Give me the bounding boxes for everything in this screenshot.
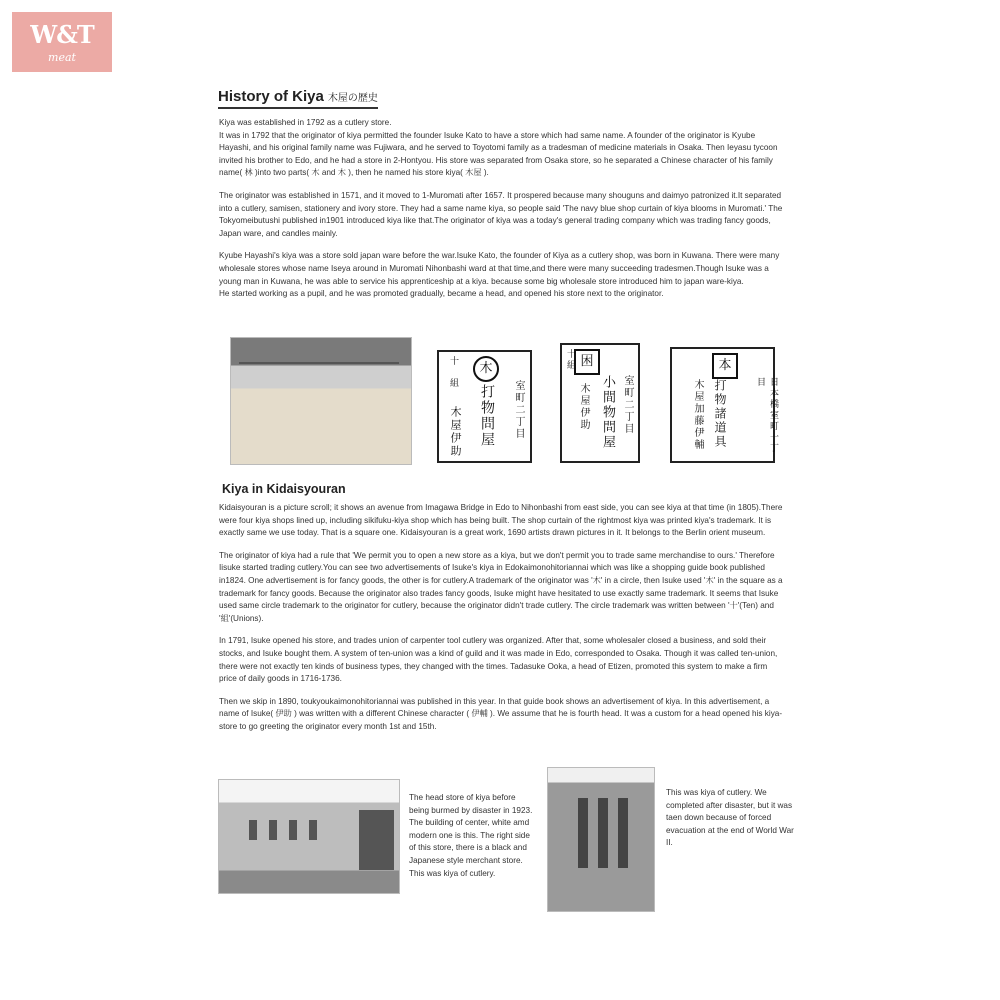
logo-sub-text: meat [48,51,76,64]
kidaisyouran-section [219,502,784,734]
ad-title-column: 打物問屋 [479,384,495,448]
history-section [219,117,784,301]
paragraph: The originator was established in 1571, and it moved to 1-Muromati after 1657. It prospered because many shouguns and daimyo patronized it.It separated into a cutlery, samisen, stationery and ivory store. They had a same name kiya, so people said 'The navy blue shop curtain of kiya blooms in Muromati.' The Tokyomeibutushi published in1901 introduced kiya like that.The originator of kiya was a today's general trading company which was trading fancy goods, Japan ware, and candles mainly. [219,190,783,238]
document-title-block [218,88,788,109]
paragraph: He started working as a pupil, and he was promoted gradually, became a head, and opened his store next to the originator. [219,289,664,299]
square-trademark-icon: 困 [574,349,600,375]
paragraph: The originator of kiya had a rule that 'We permit you to open a new store as a kiya, but we don't permit you to trade same merchandise to ours.' Therefore Iisuke started trading cutlery.You can see two advertisements of Isuke's kiya in Edokaimonohitoriannai which was like a shopping guide book published in1824. One advertisement is for fancy goods, the other is for cutlery.A trademark of the originator was '木' in a circle, then Isuke used '木' in the square as a trademark for fancy goods. Because the originator also trades fancy goods, Isuke might have hesitated to use exactly same trademark. It seems that Isuke used same circle trademark to the originator for cutlery, because the originator didn't trade cutlery. The circle trademark was written between '十'(Ten) and '組'(Unions). [219,550,783,623]
ad-name-column: 木屋伊助 [449,406,462,458]
advertisement-fancy-goods [560,343,640,463]
ad-name-column: 木屋加藤伊輔 [692,379,703,451]
square-trademark-icon: 本 [712,353,738,379]
paragraph: Kidaisyouran is a picture scroll; it shows an avenue from Imagawa Bridge in Edo to Nihonbashi from east side, you can see kiya at that time (in 1805).There were four kiya shops lined up, including sikifuku-kiya shop which has being built. The shop curtain of the rightmost kiya was printed kiya's trademark. It is exactly same we use today. That is a square one. Kidaisyouran is a great work, 1690 artists drawn pictures in it. It belongs to the Berlin orient museum. [219,503,783,538]
ad-top-mark: 十組 [565,349,575,371]
ad-top-mark: 十 [448,356,458,367]
brand-logo [12,12,112,72]
ad-side-mark: 組 [448,378,458,389]
head-store-photo [218,779,400,894]
advertisement-cutlery [437,350,532,463]
picture-scroll-image [230,337,412,465]
paragraph: Kyube Hayashi's kiya was a store sold japan ware before the war.Isuke Kato, the founder of Kiya as a cutlery shop, was born in Kuwana. There were many wholesale stores whose name Iseya around in Muromati Nihonbashi ward at that time,and there were many succeeding tradesmen.Though Isuke was a young man in Kuwana, he was able to service his apprenticeship at a kiya. because some big wholesale store introduced him to japan ware-kiya. [219,251,780,286]
logo-brand-text: W&T [30,20,94,49]
ad-address-column: 室町二丁目 [513,380,524,440]
title-japanese: 木屋の歴史 [327,93,378,104]
circle-trademark-icon: 木 [473,356,499,382]
section-heading: Kiya in Kidaisyouran [222,482,346,496]
page-title [218,88,378,109]
ad-title-column: 打物諸道具 [713,379,727,449]
paragraph: In 1791, Isuke opened his store, and trades union of carpenter tool cutlery was organized. After that, some wholesaler closed a business, and sold their stocks, and Isuke bought them. A system of ten-union was a kind of guild and it was made in Edo, corresponded to Osaka. Though it was called ten-union, there were not exactly ten kinds of business types, they changed with the times. Tadasuke Ooka, a head of Etizen, promoted this system to make a firm price of daily goods in 1716-1736. [219,636,778,684]
cutlery-store-photo [547,767,655,912]
ad-title-column: 小間物問屋 [600,375,615,450]
paragraph: It was in 1792 that the originator of kiya permitted the founder Isuke Kato to have a store which had same name. A founder of the originator is Kyube Hayashi, and his original family name was Fujiwara, and he served to Toyotomi family as a tradesman of medicine materials in Osaka. Then Ieyasu tycoon invited his brother to Edo, and he had a store in 2-Hontyou. His store was separated from Osaka store, so he separated a Chinese character of his family name( 林 )into two parts( 木 and 木 ), then he named his store kiya( 木屋 ). [219,130,778,178]
photo-caption: The head store of kiya before being burmed by disaster in 1923. The building of center, white amd modern one is this. The right side of this store, there is a black and Japanese style merchant store. This was kiya of cutlery. [409,793,533,878]
ad-address-column: 室町二丁目 [622,375,633,435]
photo-caption: This was kiya of cutlery. We completed after disaster, but it was taen down because of forced evacuation at the end of World War II. [666,788,794,848]
paragraph: Then we skip in 1890, toukyoukaimonohitoriannai was published in this year. In that guide book shows an advertisement of kiya. In this advertisement, a name of Isuke( 伊助 ) was written with a different Chinese character ( 伊輔 ). We assume that he is fourth head. It was a custom for a head opened his kiya-store to go greeting the originator every month 1st and 15th. [219,696,783,731]
ad-name-column: 木屋伊助 [578,383,589,431]
advertisement-1890 [670,347,778,463]
paragraph: Kiya was established in 1792 as a cutlery store. [219,118,392,127]
title-english: History of Kiya [218,88,324,105]
ad-address-column: 日本橋室町一丁目 [755,377,778,454]
